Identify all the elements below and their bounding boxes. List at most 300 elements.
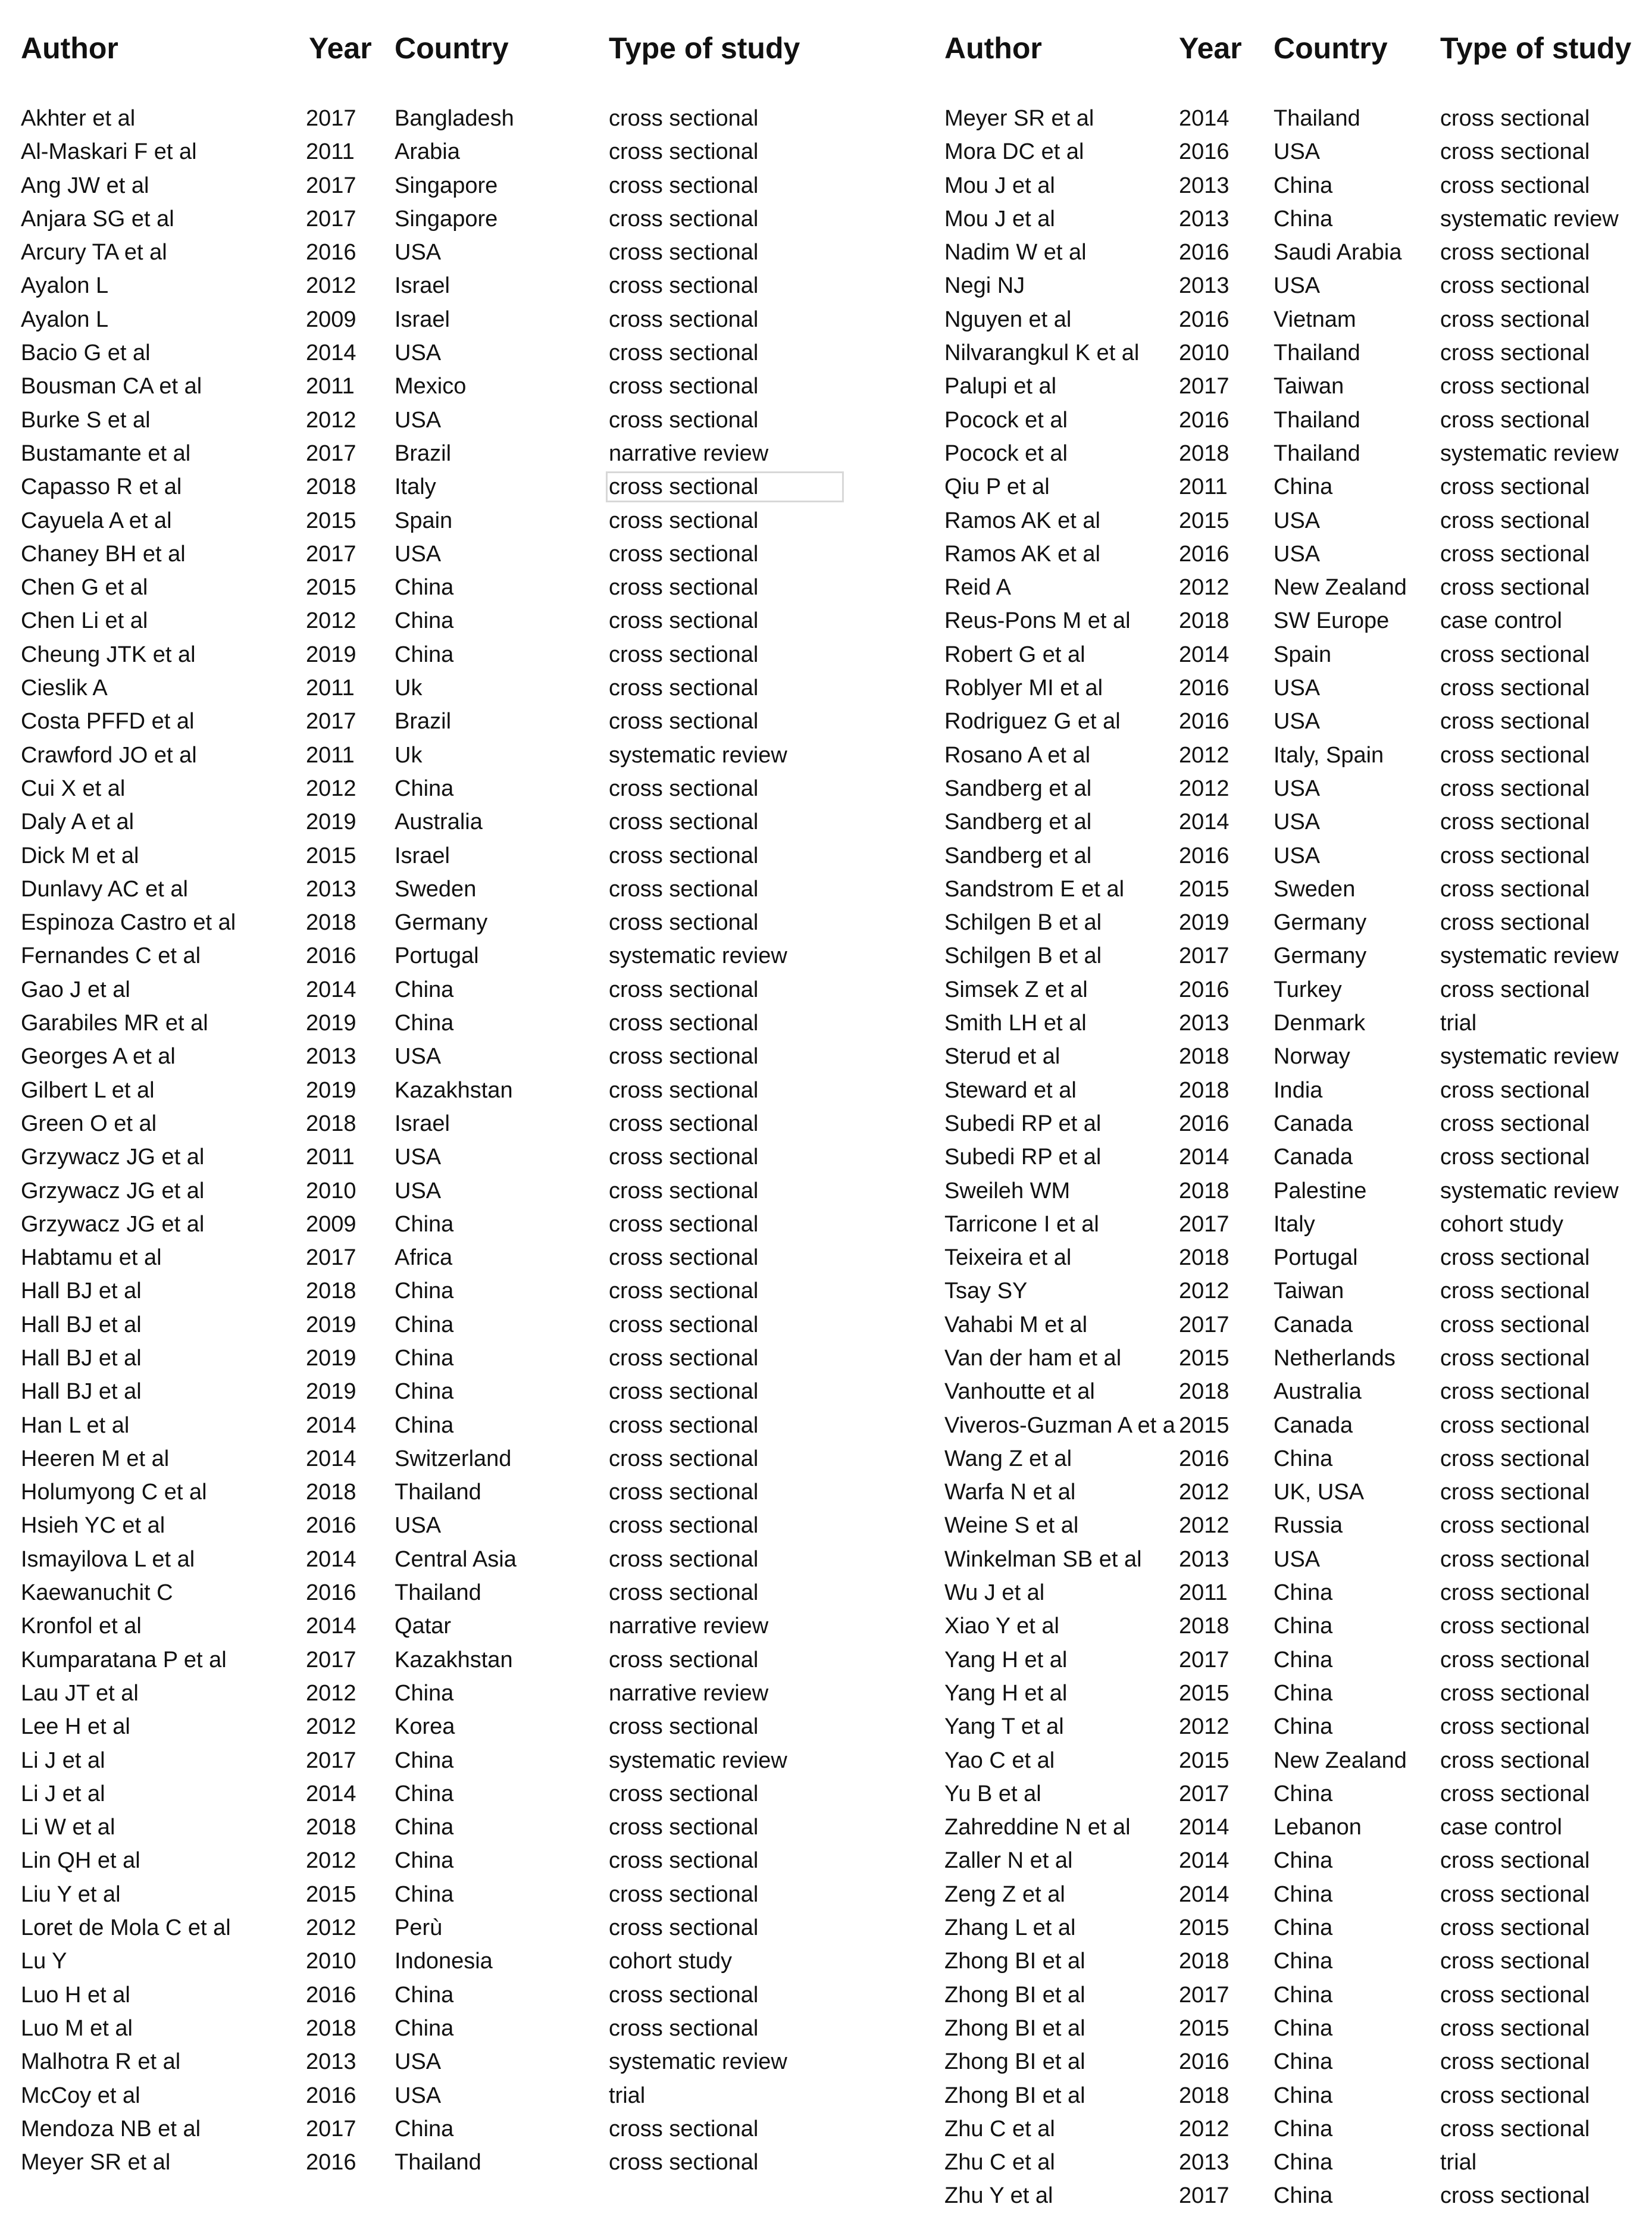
country-cell[interactable]: China [395,642,454,667]
study-type-cell[interactable]: cross sectional [1440,173,1590,198]
country-cell[interactable]: USA [1274,139,1321,165]
study-type-cell[interactable]: cross sectional [609,608,759,634]
year-cell[interactable]: 2013 [1179,173,1229,198]
year-cell[interactable]: 2016 [306,2083,356,2108]
country-cell[interactable]: Thailand [1274,340,1360,366]
author-cell[interactable]: Zhu C et al [944,2116,1055,2142]
author-cell[interactable]: Akhter et al [21,106,136,131]
year-cell[interactable]: 2018 [1179,1178,1229,1203]
country-cell[interactable]: SW Europe [1274,608,1390,634]
study-type-cell[interactable]: cross sectional [609,1178,759,1203]
author-cell[interactable]: Zhu C et al [944,2150,1055,2175]
country-cell[interactable]: Italy [395,474,436,500]
country-cell[interactable]: USA [395,2083,442,2108]
year-cell[interactable]: 2014 [306,1412,356,1438]
author-cell[interactable]: Lee H et al [21,1714,130,1740]
year-cell[interactable]: 2012 [306,273,356,299]
author-cell[interactable]: Ayalon L [21,273,109,299]
author-cell[interactable]: Ismayilova L et al [21,1546,195,1572]
year-cell[interactable]: 2017 [306,1647,356,1672]
year-cell[interactable]: 2018 [1179,1245,1229,1271]
author-cell[interactable]: Reid A [944,575,1011,601]
author-cell[interactable]: Schilgen B et al [944,910,1102,936]
year-cell[interactable]: 2013 [1179,273,1229,299]
country-cell[interactable]: New Zealand [1274,575,1407,601]
year-cell[interactable]: 2017 [1179,1781,1229,1806]
country-cell[interactable]: China [395,1781,454,1806]
year-cell[interactable]: 2015 [1179,1345,1229,1371]
author-cell[interactable]: Liu Y et al [21,1881,121,1907]
study-type-cell[interactable]: cross sectional [609,1211,759,1237]
year-cell[interactable]: 2014 [306,1546,356,1572]
year-cell[interactable]: 2017 [306,1245,356,1271]
country-cell[interactable]: USA [1274,676,1321,701]
study-type-cell[interactable]: cross sectional [1440,876,1590,902]
year-cell[interactable]: 2018 [306,1815,356,1840]
study-type-cell[interactable]: cross sectional [609,1915,759,1941]
year-cell[interactable]: 2017 [1179,1211,1229,1237]
year-cell[interactable]: 2011 [306,742,355,768]
study-type-cell[interactable]: cross sectional [1440,1111,1590,1136]
author-cell[interactable]: Bacio G et al [21,340,151,366]
country-cell[interactable]: China [1274,1680,1333,1706]
author-cell[interactable]: Yu B et al [944,1781,1041,1806]
study-type-cell[interactable]: cross sectional [609,340,759,366]
study-type-cell[interactable]: cross sectional [1440,1345,1590,1371]
study-type-cell[interactable]: systematic review [1440,206,1619,232]
author-cell[interactable]: Kumparatana P et al [21,1647,227,1672]
author-cell[interactable]: Han L et al [21,1412,130,1438]
country-cell[interactable]: Italy, Spain [1274,742,1384,768]
study-type-cell[interactable]: cross sectional [1440,776,1590,801]
author-cell[interactable]: Rodriguez G et al [944,709,1121,734]
author-cell[interactable]: Cheung JTK et al [21,642,196,667]
study-type-cell[interactable]: cross sectional [1440,1747,1590,1773]
author-cell[interactable]: Zhang L et al [944,1915,1076,1941]
study-type-cell[interactable]: cross sectional [609,2015,759,2041]
study-type-cell[interactable]: systematic review [1440,1178,1619,1203]
study-type-cell[interactable]: systematic review [609,943,787,969]
country-cell[interactable]: China [395,1848,454,1874]
year-cell[interactable]: 2014 [1179,1815,1229,1840]
year-cell[interactable]: 2012 [306,407,356,433]
year-cell[interactable]: 2018 [1179,1949,1229,1974]
study-type-cell[interactable]: cross sectional [1440,240,1590,265]
year-cell[interactable]: 2018 [1179,1044,1229,1070]
study-type-cell[interactable]: cross sectional [1440,1915,1590,1941]
year-cell[interactable]: 2012 [1179,1513,1229,1539]
study-type-cell[interactable]: cross sectional [609,1011,759,1036]
year-cell[interactable]: 2016 [306,240,356,265]
country-cell[interactable]: Australia [395,809,483,835]
country-cell[interactable]: USA [1274,1546,1321,1572]
study-type-cell[interactable]: systematic review [1440,1044,1619,1070]
country-cell[interactable]: China [395,2015,454,2041]
author-cell[interactable]: Cieslik A [21,676,108,701]
year-cell[interactable]: 2014 [306,1446,356,1471]
study-type-cell[interactable]: cross sectional [1440,910,1590,936]
study-type-cell[interactable]: cross sectional [1440,709,1590,734]
author-cell[interactable]: Luo H et al [21,1982,130,2008]
study-type-cell[interactable]: cross sectional [609,843,759,868]
author-cell[interactable]: Gilbert L et al [21,1077,155,1103]
author-cell[interactable]: Zaller N et al [944,1848,1073,1874]
study-type-cell[interactable]: cross sectional [609,1714,759,1740]
country-cell[interactable]: USA [395,407,442,433]
study-type-cell[interactable]: cross sectional [609,1077,759,1103]
country-cell[interactable]: China [395,1982,454,2008]
country-cell[interactable]: Palestine [1274,1178,1367,1203]
country-cell[interactable]: Brazil [395,440,452,466]
year-cell[interactable]: 2011 [1179,1580,1228,1606]
year-cell[interactable]: 2017 [306,440,356,466]
country-cell[interactable]: China [395,608,454,634]
year-cell[interactable]: 2016 [1179,541,1229,567]
study-type-cell[interactable]: cross sectional [609,374,759,399]
country-cell[interactable]: Thailand [395,1580,481,1606]
author-cell[interactable]: Lu Y [21,1949,67,1974]
country-cell[interactable]: Germany [395,910,488,936]
study-type-cell[interactable]: cross sectional [1440,407,1590,433]
year-cell[interactable]: 2016 [1179,2049,1229,2075]
year-cell[interactable]: 2016 [306,943,356,969]
country-cell[interactable]: China [395,1412,454,1438]
country-cell[interactable]: Uk [395,676,423,701]
year-cell[interactable]: 2016 [1179,676,1229,701]
author-cell[interactable]: Yang H et al [944,1680,1068,1706]
country-cell[interactable]: Kazakhstan [395,1647,513,1672]
year-cell[interactable]: 2014 [306,977,356,1002]
author-cell[interactable]: Mou J et al [944,206,1055,232]
year-cell[interactable]: 2016 [306,1982,356,2008]
author-cell[interactable]: Zhong BI et al [944,1949,1085,1974]
year-cell[interactable]: 2012 [1179,1714,1229,1740]
study-type-cell[interactable]: cross sectional [1440,1312,1590,1337]
year-cell[interactable]: 2013 [1179,206,1229,232]
author-cell[interactable]: Sterud et al [944,1044,1060,1070]
country-cell[interactable]: Central Asia [395,1546,517,1572]
year-cell[interactable]: 2017 [306,709,356,734]
year-cell[interactable]: 2012 [1179,742,1229,768]
author-cell[interactable]: Li J et al [21,1781,105,1806]
author-cell[interactable]: Van der ham et al [944,1345,1122,1371]
study-type-cell[interactable]: cross sectional [1440,2083,1590,2108]
year-cell[interactable]: 2016 [1179,843,1229,868]
author-cell[interactable]: Xiao Y et al [944,1614,1059,1639]
year-cell[interactable]: 2017 [1179,943,1229,969]
country-cell[interactable]: Qatar [395,1614,452,1639]
country-cell[interactable]: USA [395,340,442,366]
country-cell[interactable]: Germany [1274,943,1367,969]
year-cell[interactable]: 2016 [1179,240,1229,265]
author-cell[interactable]: Yao C et al [944,1747,1055,1773]
study-type-cell[interactable]: cross sectional [1440,1949,1590,1974]
year-cell[interactable]: 2012 [1179,575,1229,601]
author-cell[interactable]: Rosano A et al [944,742,1091,768]
country-cell[interactable]: USA [395,1178,442,1203]
country-cell[interactable]: China [395,1680,454,1706]
author-cell[interactable]: Habtamu et al [21,1245,162,1271]
country-cell[interactable]: Uk [395,742,423,768]
author-cell[interactable]: Hall BJ et al [21,1312,142,1337]
country-cell[interactable]: USA [1274,541,1321,567]
year-cell[interactable]: 2018 [1179,608,1229,634]
country-cell[interactable]: Lebanon [1274,1815,1362,1840]
year-cell[interactable]: 2017 [1179,1312,1229,1337]
author-cell[interactable]: Subedi RP et al [944,1111,1102,1136]
author-cell[interactable]: Bousman CA et al [21,374,202,399]
author-cell[interactable]: Kaewanuchit C [21,1580,173,1606]
author-cell[interactable]: Dick M et al [21,843,139,868]
author-cell[interactable]: Costa PFFD et al [21,709,195,734]
year-cell[interactable]: 2016 [1179,1111,1229,1136]
year-cell[interactable]: 2014 [1179,1145,1229,1170]
year-cell[interactable]: 2016 [306,1580,356,1606]
study-type-cell[interactable]: cross sectional [1440,1680,1590,1706]
study-type-cell[interactable]: cross sectional [609,1881,759,1907]
year-cell[interactable]: 2012 [306,1915,356,1941]
year-cell[interactable]: 2017 [306,106,356,131]
author-cell[interactable]: Grzywacz JG et al [21,1145,205,1170]
year-cell[interactable]: 2018 [306,474,356,500]
country-cell[interactable]: China [395,776,454,801]
country-cell[interactable]: China [1274,2015,1333,2041]
author-cell[interactable]: Lau JT et al [21,1680,139,1706]
author-cell[interactable]: Lin QH et al [21,1848,140,1874]
study-type-cell[interactable]: cross sectional [609,240,759,265]
year-cell[interactable]: 2017 [306,206,356,232]
country-cell[interactable]: Sweden [395,876,477,902]
year-cell[interactable]: 2014 [1179,642,1229,667]
country-cell[interactable]: USA [1274,809,1321,835]
country-cell[interactable]: China [1274,1647,1333,1672]
study-type-cell[interactable]: cross sectional [1440,273,1590,299]
author-cell[interactable]: Nadim W et al [944,240,1087,265]
year-cell[interactable]: 2017 [1179,1647,1229,1672]
author-cell[interactable]: Nguyen et al [944,307,1072,332]
country-cell[interactable]: Thailand [395,1480,481,1505]
study-type-cell[interactable]: cross sectional [1440,1647,1590,1672]
year-cell[interactable]: 2016 [306,2150,356,2175]
year-cell[interactable]: 2018 [1179,1614,1229,1639]
author-cell[interactable]: Cui X et al [21,776,126,801]
country-cell[interactable]: Indonesia [395,1949,493,1974]
country-cell[interactable]: China [1274,173,1333,198]
year-cell[interactable]: 2013 [1179,1011,1229,1036]
study-type-cell[interactable]: cross sectional [1440,508,1590,533]
study-type-cell[interactable]: cross sectional [609,508,759,533]
country-cell[interactable]: Turkey [1274,977,1342,1002]
author-cell[interactable]: Sandberg et al [944,843,1092,868]
author-cell[interactable]: Sweileh WM [944,1178,1071,1203]
study-type-cell[interactable]: cross sectional [1440,307,1590,332]
country-cell[interactable]: USA [395,240,442,265]
country-cell[interactable]: Saudi Arabia [1274,240,1402,265]
year-cell[interactable]: 2012 [1179,2116,1229,2142]
study-type-cell[interactable]: cross sectional [609,910,759,936]
author-cell[interactable]: Warfa N et al [944,1480,1076,1505]
author-cell[interactable]: Robert G et al [944,642,1085,667]
author-cell[interactable]: Al-Maskari F et al [21,139,197,165]
study-type-cell[interactable]: cross sectional [609,1513,759,1539]
country-cell[interactable]: Portugal [1274,1245,1358,1271]
year-cell[interactable]: 2018 [1179,2083,1229,2108]
country-cell[interactable]: Canada [1274,1145,1353,1170]
study-type-cell[interactable]: cross sectional [609,776,759,801]
study-type-cell[interactable]: cross sectional [1440,1982,1590,2008]
author-cell[interactable]: Sandstrom E et al [944,876,1125,902]
author-cell[interactable]: Subedi RP et al [944,1145,1102,1170]
study-type-cell[interactable]: cross sectional [609,206,759,232]
author-cell[interactable]: Arcury TA et al [21,240,167,265]
author-cell[interactable]: Hall BJ et al [21,1379,142,1405]
study-type-cell[interactable]: cross sectional [1440,1881,1590,1907]
country-cell[interactable]: Arabia [395,139,460,165]
year-cell[interactable]: 2016 [1179,1446,1229,1471]
year-cell[interactable]: 2012 [306,776,356,801]
country-cell[interactable]: Canada [1274,1111,1353,1136]
year-cell[interactable]: 2019 [306,1345,356,1371]
study-type-cell[interactable]: cross sectional [609,575,759,601]
author-cell[interactable]: Capasso R et al [21,474,182,500]
country-cell[interactable]: Netherlands [1274,1345,1396,1371]
author-cell[interactable]: Teixeira et al [944,1245,1072,1271]
country-cell[interactable]: Thailand [395,2150,481,2175]
author-cell[interactable]: Bustamante et al [21,440,191,466]
study-type-cell[interactable]: cross sectional [609,676,759,701]
author-cell[interactable]: Tsay SY [944,1278,1028,1304]
author-cell[interactable]: Winkelman SB et al [944,1546,1142,1572]
year-cell[interactable]: 2019 [1179,910,1229,936]
year-cell[interactable]: 2015 [1179,1747,1229,1773]
year-cell[interactable]: 2013 [1179,2150,1229,2175]
study-type-cell[interactable]: narrative review [609,1614,769,1639]
author-cell[interactable]: Grzywacz JG et al [21,1211,205,1237]
country-cell[interactable]: Thailand [1274,106,1360,131]
author-cell[interactable]: Mendoza NB et al [21,2116,201,2142]
year-cell[interactable]: 2015 [306,1881,356,1907]
year-cell[interactable]: 2012 [1179,776,1229,801]
country-cell[interactable]: Israel [395,273,450,299]
country-cell[interactable]: Mexico [395,374,467,399]
author-cell[interactable]: Schilgen B et al [944,943,1102,969]
country-cell[interactable]: Sweden [1274,876,1356,902]
country-cell[interactable]: China [1274,206,1333,232]
country-cell[interactable]: Kazakhstan [395,1077,513,1103]
study-type-cell[interactable]: cross sectional [609,809,759,835]
author-cell[interactable]: Dunlavy AC et al [21,876,188,902]
author-cell[interactable]: Malhotra R et al [21,2049,181,2075]
study-type-cell[interactable]: cross sectional [609,106,759,131]
country-cell[interactable]: China [395,2116,454,2142]
study-type-cell[interactable]: cross sectional [609,1781,759,1806]
country-cell[interactable]: USA [1274,843,1321,868]
year-cell[interactable]: 2017 [306,2116,356,2142]
country-cell[interactable]: Canada [1274,1412,1353,1438]
author-cell[interactable]: Meyer SR et al [944,106,1094,131]
study-type-cell[interactable]: cross sectional [1440,1546,1590,1572]
study-type-cell[interactable]: cross sectional [1440,977,1590,1002]
study-type-cell[interactable]: cross sectional [1440,1145,1590,1170]
country-cell[interactable]: Spain [1274,642,1332,667]
country-cell[interactable]: China [1274,1881,1333,1907]
study-type-cell[interactable]: cross sectional [609,1446,759,1471]
year-cell[interactable]: 2016 [306,1513,356,1539]
author-cell[interactable]: Yang T et al [944,1714,1064,1740]
author-cell[interactable]: Palupi et al [944,374,1057,399]
country-cell[interactable]: New Zealand [1274,1747,1407,1773]
country-cell[interactable]: USA [1274,709,1321,734]
study-type-cell[interactable]: cross sectional [1440,1513,1590,1539]
author-cell[interactable]: Ramos AK et al [944,508,1100,533]
study-type-cell[interactable]: cross sectional [1440,1714,1590,1740]
study-type-cell[interactable]: cross sectional [609,2116,759,2142]
year-cell[interactable]: 2009 [306,1211,356,1237]
author-cell[interactable]: Ayalon L [21,307,109,332]
study-type-cell[interactable]: cross sectional [1440,1077,1590,1103]
country-cell[interactable]: USA [395,1145,442,1170]
author-cell[interactable]: Hall BJ et al [21,1278,142,1304]
country-cell[interactable]: Spain [395,508,453,533]
author-cell[interactable]: Espinoza Castro et al [21,910,236,936]
country-cell[interactable]: UK, USA [1274,1480,1365,1505]
year-cell[interactable]: 2015 [1179,1680,1229,1706]
year-cell[interactable]: 2018 [1179,1379,1229,1405]
study-type-cell[interactable]: cross sectional [1440,106,1590,131]
study-type-cell[interactable]: cross sectional [609,139,759,165]
year-cell[interactable]: 2019 [306,1379,356,1405]
study-type-cell[interactable]: cross sectional [609,1044,759,1070]
author-cell[interactable]: Viveros-Guzman A et a [944,1412,1175,1438]
study-type-cell[interactable]: cross sectional [609,1546,759,1572]
year-cell[interactable]: 2015 [1179,876,1229,902]
year-cell[interactable]: 2017 [1179,374,1229,399]
study-type-cell[interactable]: cross sectional [1440,575,1590,601]
year-cell[interactable]: 2019 [306,809,356,835]
country-cell[interactable]: China [1274,1982,1333,2008]
study-type-cell[interactable]: cross sectional [609,1412,759,1438]
year-cell[interactable]: 2017 [306,1747,356,1773]
country-cell[interactable]: China [1274,1446,1333,1471]
country-cell[interactable]: China [395,1011,454,1036]
author-cell[interactable]: Wu J et al [944,1580,1045,1606]
study-type-cell[interactable]: case control [1440,1815,1562,1840]
study-type-cell[interactable]: cross sectional [609,977,759,1002]
author-cell[interactable]: Wang Z et al [944,1446,1072,1471]
study-type-cell[interactable]: systematic review [609,742,787,768]
study-type-cell[interactable]: cross sectional [609,1245,759,1271]
year-cell[interactable]: 2011 [306,676,355,701]
study-type-cell[interactable]: cross sectional [1440,340,1590,366]
country-cell[interactable]: Perù [395,1915,443,1941]
year-cell[interactable]: 2015 [1179,1915,1229,1941]
author-cell[interactable]: Simsek Z et al [944,977,1088,1002]
country-cell[interactable]: Vietnam [1274,307,1356,332]
author-cell[interactable]: Garabiles MR et al [21,1011,208,1036]
study-type-cell[interactable]: cross sectional [609,1848,759,1874]
year-cell[interactable]: 2016 [1179,407,1229,433]
country-cell[interactable]: China [1274,1580,1333,1606]
author-cell[interactable]: Gao J et al [21,977,130,1002]
study-type-cell[interactable]: cross sectional [1440,843,1590,868]
year-cell[interactable]: 2010 [1179,340,1229,366]
country-cell[interactable]: USA [395,1044,442,1070]
author-cell[interactable]: Yang H et al [944,1647,1068,1672]
study-type-cell[interactable]: systematic review [609,1747,787,1773]
author-cell[interactable]: Pocock et al [944,407,1068,433]
study-type-cell[interactable]: trial [1440,1011,1477,1036]
year-cell[interactable]: 2013 [306,876,356,902]
